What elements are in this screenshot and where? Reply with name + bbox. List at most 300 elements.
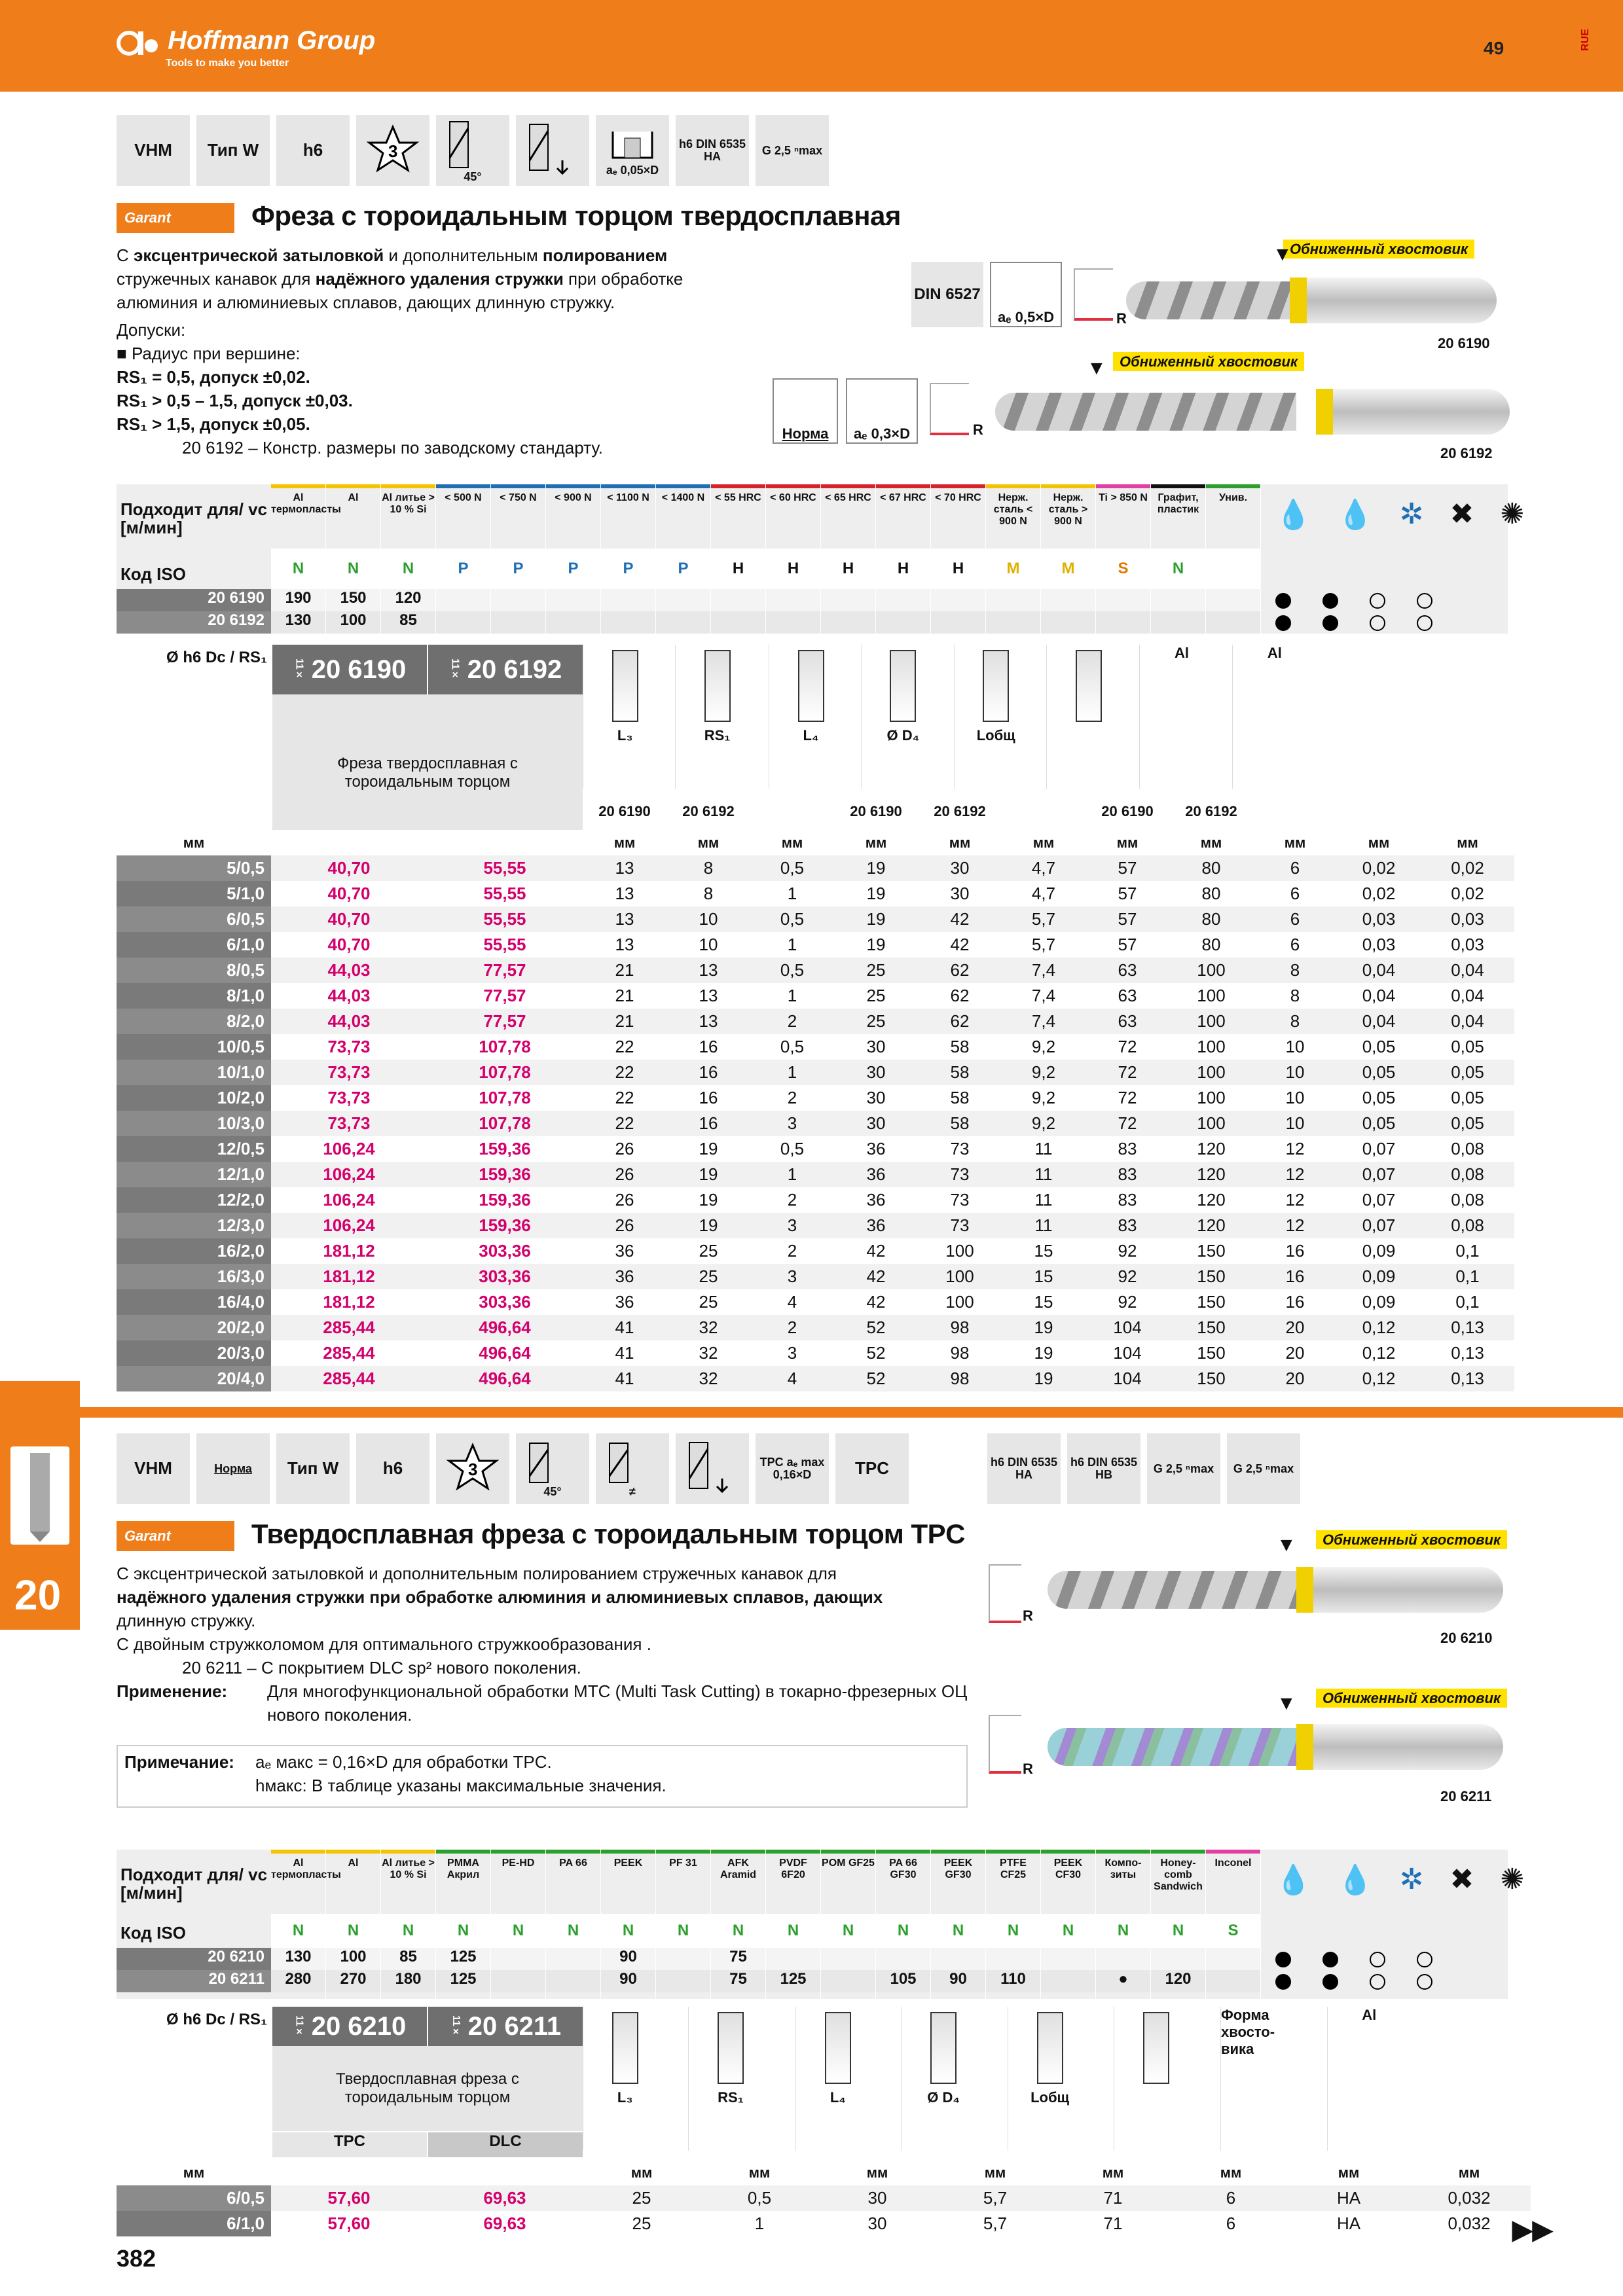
value-cell: 19 xyxy=(1002,1340,1085,1366)
ae-03-icon: aₑ 0,3×D xyxy=(846,378,918,444)
value-cell: 22 xyxy=(583,1085,666,1111)
radius-label: R xyxy=(973,422,983,438)
dimension-key: 8/1,0 xyxy=(117,983,271,1009)
ae-05-icon: aₑ 0,5×D xyxy=(990,262,1062,327)
possible-dot xyxy=(1370,1952,1385,1967)
value-cell: 16 xyxy=(666,1085,750,1111)
value-cell: 72 xyxy=(1085,1085,1169,1111)
value-cell: 22 xyxy=(583,1111,666,1136)
value-cell: 58 xyxy=(918,1060,1002,1085)
dimension-key: 10/2,0 xyxy=(117,1085,271,1111)
dimension-key: 5/1,0 xyxy=(117,881,271,906)
mql-icon: ✲ xyxy=(1399,1863,1424,1895)
value-cell: 120 xyxy=(1169,1187,1253,1213)
value-cell: 100 xyxy=(1169,1060,1253,1085)
unit-cell: мм xyxy=(1290,2160,1408,2185)
dim-label: Lобщ xyxy=(1030,2089,1070,2106)
data-table-1-header xyxy=(117,645,1508,861)
dimension-key: 12/3,0 xyxy=(117,1213,271,1238)
section1-description: С эксцентрической затыловкой и дополнительным полированием стружечных канавок для надёжного удаления стружки при обработке алюминия и алюминиевых сплавов, дающих длинную стружку. Допуски: ■ Радиус при вершине: RS₁ = 0,5, допуск ±0,02. RS₁ > 0,5 – 1,5, допуск ±0,03. RS₁ > 1,5, допуск ±0,05. 20 6192 – Констр. размеры по заводскому стандарту. xyxy=(117,243,771,459)
section2-symbols-right xyxy=(987,1433,1300,1504)
suit-value xyxy=(1151,589,1205,611)
suit-value: 90 xyxy=(601,1970,655,1992)
value-cell: 19 xyxy=(666,1136,750,1162)
dim-column xyxy=(583,2007,666,2151)
table-row xyxy=(117,1162,1514,1187)
value-cell: 42 xyxy=(834,1238,918,1264)
suit-col-label: Компо-зиты xyxy=(1104,1857,1142,1880)
value-cell: 57 xyxy=(1085,855,1169,881)
emulsion-icon: 💧 xyxy=(1337,1864,1374,1896)
value-cell: 10 xyxy=(666,932,750,958)
value-cell: 12 xyxy=(1253,1187,1337,1213)
value-cell: 92 xyxy=(1085,1264,1169,1289)
table-row xyxy=(117,1238,1514,1264)
value-cell: 104 xyxy=(1085,1315,1169,1340)
suit-value: 125 xyxy=(436,1970,490,1992)
suit-value xyxy=(931,589,985,611)
suit-col xyxy=(1206,484,1261,634)
suit-col xyxy=(271,1850,341,1999)
arrow-down-icon: ▼ xyxy=(1277,1534,1296,1556)
recommended-dot xyxy=(1322,615,1338,631)
value-cell: 5,7 xyxy=(1002,906,1085,932)
value-cell: 6 xyxy=(1253,881,1337,906)
value-cell: 2 xyxy=(750,1238,834,1264)
suit-value xyxy=(491,589,545,611)
value-cell: 0,5 xyxy=(750,906,834,932)
data-table-1 xyxy=(117,830,1514,1391)
suit-value: 130 xyxy=(271,1948,325,1970)
unit-cell: мм xyxy=(583,830,666,855)
iso-code: P xyxy=(491,548,545,589)
value-cell: 3 xyxy=(750,1213,834,1238)
value-cell: 52 xyxy=(834,1340,918,1366)
value-cell: 83 xyxy=(1085,1187,1169,1213)
coolant-icons xyxy=(1275,1863,1524,1897)
suit-value xyxy=(986,611,1040,634)
unit-cell: мм xyxy=(918,830,1002,855)
value-cell: 0,07 xyxy=(1337,1136,1421,1162)
value-cell: 0,03 xyxy=(1421,906,1514,932)
dlc-subheader: DLC xyxy=(428,2132,583,2157)
suit-value: 100 xyxy=(326,1948,380,1970)
suit-col xyxy=(271,484,341,634)
unit-cell: мм xyxy=(1253,830,1337,855)
value-cell: 92 xyxy=(1085,1238,1169,1264)
suit-col xyxy=(766,484,821,634)
value-cell: 12 xyxy=(1253,1136,1337,1162)
air-icon: ✺ xyxy=(1500,498,1525,530)
dim-label: L₄ xyxy=(803,727,819,744)
sub-col-header: 20 6192 xyxy=(934,803,986,819)
price-cell: 285,44 xyxy=(271,1340,427,1366)
code-header-206210: 11× 20 6210 xyxy=(272,2007,427,2046)
value-cell: 150 xyxy=(1169,1289,1253,1315)
suit-value xyxy=(601,589,655,611)
value-cell: 12 xyxy=(1253,1213,1337,1238)
value-cell: 42 xyxy=(834,1264,918,1289)
iso-code: N xyxy=(271,548,325,589)
suit-value xyxy=(436,611,490,634)
suit-value: 130 xyxy=(271,611,325,634)
key-header: Ø h6 Dᴄ / RS₁ xyxy=(166,2011,267,2028)
price-cell: 40,70 xyxy=(271,906,427,932)
dimension-key: 20/2,0 xyxy=(117,1315,271,1340)
value-cell: 21 xyxy=(583,983,666,1009)
value-cell: 83 xyxy=(1085,1136,1169,1162)
no-coolant-icon: ✖ xyxy=(1450,498,1474,530)
unit-cell: мм xyxy=(1408,2160,1531,2185)
iso-code: N xyxy=(1041,1914,1095,1948)
value-cell: 15 xyxy=(1002,1289,1085,1315)
value-cell: 26 xyxy=(583,1213,666,1238)
suit-value xyxy=(986,589,1040,611)
suit-col xyxy=(381,1850,436,1999)
value-cell: 73 xyxy=(918,1162,1002,1187)
suit-value xyxy=(1206,1948,1260,1970)
dim-label: RS₁ xyxy=(704,727,731,744)
tolerance-item: RS₁ = 0,5, допуск ±0,02. xyxy=(117,367,310,387)
suit-value xyxy=(546,1948,600,1970)
table-row xyxy=(117,1289,1514,1315)
value-cell: 32 xyxy=(666,1315,750,1340)
recommended-dot xyxy=(1275,593,1291,609)
possible-dot xyxy=(1370,593,1385,609)
value-cell: 0,04 xyxy=(1421,958,1514,983)
dim-column xyxy=(954,645,1038,789)
iso-code: N xyxy=(986,1914,1040,1948)
suit-value: ● xyxy=(1096,1970,1150,1992)
iso-code: N xyxy=(931,1914,985,1948)
suit-value xyxy=(876,1948,930,1970)
suit-col-label: < 60 HRC xyxy=(770,492,816,503)
suit-col xyxy=(1151,484,1206,634)
value-cell: 7,4 xyxy=(1002,958,1085,983)
price-cell: 496,64 xyxy=(427,1340,583,1366)
value-cell: 0,04 xyxy=(1337,958,1421,983)
tool-image-206190 xyxy=(1126,275,1506,327)
dimension-key: 10/0,5 xyxy=(117,1034,271,1060)
value-cell: 15 xyxy=(1002,1238,1085,1264)
value-cell: 0,13 xyxy=(1421,1366,1514,1391)
din-6527-label: DIN 6527 xyxy=(911,262,983,327)
price-cell: 77,57 xyxy=(427,1009,583,1034)
dim-column xyxy=(861,645,945,789)
suit-col-label: PE-HD xyxy=(501,1857,535,1869)
direction-icon xyxy=(676,1433,749,1504)
unit-cell: мм xyxy=(1172,2160,1290,2185)
air-icon: ✺ xyxy=(1500,1863,1525,1895)
suit-value: 85 xyxy=(381,1948,435,1970)
radius-label: R xyxy=(1023,1761,1033,1777)
iso-title: Код ISO xyxy=(120,1923,186,1943)
dim-column xyxy=(901,2007,985,2151)
tool-dimension-icon xyxy=(1037,2012,1063,2084)
value-cell: 83 xyxy=(1085,1162,1169,1187)
value-cell: 5,7 xyxy=(936,2211,1054,2236)
tolerance-item: RS₁ > 1,5, допуск ±0,05. xyxy=(117,414,310,434)
dlc-note: 20 6211 – С покрытием DLC sp² нового поколения. xyxy=(182,1658,581,1677)
suit-col-label: AFK Aramid xyxy=(720,1857,757,1880)
emulsion-icon: 💧 xyxy=(1337,499,1374,531)
value-cell: 9,2 xyxy=(1002,1111,1085,1136)
value-cell: 80 xyxy=(1169,881,1253,906)
suit-col xyxy=(1096,484,1151,634)
value-cell: 16 xyxy=(1253,1289,1337,1315)
suit-value: 105 xyxy=(876,1970,930,1992)
value-cell: 32 xyxy=(666,1366,750,1391)
sym-tolerance: h6 xyxy=(356,1433,429,1504)
suit-value xyxy=(1041,1970,1095,1992)
value-cell: 0,02 xyxy=(1421,881,1514,906)
value-cell: 0,07 xyxy=(1337,1213,1421,1238)
product-code-206192: 20 6192 xyxy=(1440,445,1493,461)
dim-label: Lобщ xyxy=(976,727,1015,744)
arrow-down-icon: ▼ xyxy=(1277,1693,1296,1714)
suit-value xyxy=(1096,589,1150,611)
value-cell: 3 xyxy=(750,1111,834,1136)
suit-value: 75 xyxy=(711,1970,765,1992)
suit-value xyxy=(656,589,710,611)
value-cell: 0,09 xyxy=(1337,1289,1421,1315)
iso-code: H xyxy=(766,548,820,589)
iso-code: N xyxy=(381,1914,435,1948)
suit-col-label: PF 31 xyxy=(669,1857,697,1869)
value-cell: 0,1 xyxy=(1421,1238,1514,1264)
suit-value: 150 xyxy=(326,589,380,611)
price-cell: 73,73 xyxy=(271,1111,427,1136)
dimension-key: 12/0,5 xyxy=(117,1136,271,1162)
suit-col-label: PEEK xyxy=(613,1857,643,1869)
suit-value xyxy=(1206,589,1260,611)
value-cell: 4,7 xyxy=(1002,855,1085,881)
suitability-title: Подходит для/ vᴄ [м/мин] xyxy=(120,1865,268,1903)
suit-col-label: < 67 HRC xyxy=(880,492,926,503)
suit-value xyxy=(711,611,765,634)
value-cell: HA xyxy=(1290,2211,1408,2236)
dim-column xyxy=(1008,2007,1091,2151)
dim-column xyxy=(1220,2007,1304,2151)
suit-col-label: Al литье > 10 % Si xyxy=(382,1857,435,1880)
table-row xyxy=(117,1060,1514,1085)
value-cell: 0,5 xyxy=(750,958,834,983)
key-header: Ø h6 Dᴄ / RS₁ xyxy=(166,649,267,666)
application-text: Для многофункциональной обработки МТС (Multi Task Cutting) в токарно-фрезерных ОЦ нового поколения. xyxy=(267,1681,968,1725)
dry-icon: 💧 xyxy=(1275,499,1311,531)
value-cell: 120 xyxy=(1169,1162,1253,1187)
dim-column xyxy=(688,2007,772,2151)
value-cell: 20 xyxy=(1253,1340,1337,1366)
suit-col-label: Al термопласты xyxy=(271,1857,341,1880)
possible-dot xyxy=(1370,1974,1385,1990)
dimension-key: 20/4,0 xyxy=(117,1366,271,1391)
value-cell: 6 xyxy=(1253,906,1337,932)
value-cell: 0,04 xyxy=(1337,983,1421,1009)
value-cell: 15 xyxy=(1002,1264,1085,1289)
table-row xyxy=(117,983,1514,1009)
table-row xyxy=(117,1085,1514,1111)
value-cell: 6 xyxy=(1172,2185,1290,2211)
unit-cell xyxy=(427,830,583,855)
value-cell: 104 xyxy=(1085,1366,1169,1391)
price-cell: 40,70 xyxy=(271,881,427,906)
value-cell: 3 xyxy=(750,1340,834,1366)
price-cell: 303,36 xyxy=(427,1289,583,1315)
value-cell: 100 xyxy=(1169,958,1253,983)
value-cell: 92 xyxy=(1085,1289,1169,1315)
table-row xyxy=(117,2185,1531,2211)
value-cell: 19 xyxy=(834,906,918,932)
value-cell: 9,2 xyxy=(1002,1034,1085,1060)
value-cell: 52 xyxy=(834,1315,918,1340)
value-cell: 11 xyxy=(1002,1162,1085,1187)
value-cell: 62 xyxy=(918,983,1002,1009)
value-cell: 150 xyxy=(1169,1366,1253,1391)
value-cell: 1 xyxy=(750,1162,834,1187)
iso-code: N xyxy=(546,1914,600,1948)
section2-description: С эксцентрической затыловкой и дополнительным полированием стружечных канавок для надёжного удаления стружки при обработке алюминия и алюминиевых сплавов, дающих длинную стружку. С двойным стружколомом для оптимального стружкообразования . 20 6211 – С покрытием DLC sp² нового поколения. Применение: Для многофункциональной обработки МТС (Multi Task Cutting) в токарно-фрезерных ОЦ нового поколения. xyxy=(117,1562,974,1727)
value-cell: 1 xyxy=(750,1060,834,1085)
suit-col-label: PVDF 6F20 xyxy=(779,1857,807,1880)
unit-cell: мм xyxy=(1337,830,1421,855)
tool-dimension-icon xyxy=(612,650,638,722)
value-cell: 0,05 xyxy=(1421,1034,1514,1060)
price-cell: 69,63 xyxy=(427,2211,583,2236)
value-cell: 25 xyxy=(834,1009,918,1034)
suit-row-code: 20 6192 xyxy=(117,611,271,634)
value-cell: 30 xyxy=(818,2211,936,2236)
value-cell: 42 xyxy=(834,1289,918,1315)
recommended-dot xyxy=(1322,1974,1338,1990)
next-page-icon[interactable]: ▶▶ xyxy=(1512,2215,1553,2244)
value-cell: 73 xyxy=(918,1187,1002,1213)
section2-title: Твердосплавная фреза с тороидальным торцом TPC xyxy=(251,1518,965,1549)
suit-value xyxy=(491,1970,545,1992)
iso-code: N xyxy=(436,1914,490,1948)
price-cell: 107,78 xyxy=(427,1085,583,1111)
table-row xyxy=(117,1009,1514,1034)
value-cell: 80 xyxy=(1169,855,1253,881)
suit-col-label: < 1400 N xyxy=(661,492,705,503)
iso-code: N xyxy=(1096,1914,1150,1948)
dimension-key: 8/2,0 xyxy=(117,1009,271,1034)
value-cell: 0,13 xyxy=(1421,1340,1514,1366)
norma-icon: Норма xyxy=(196,1433,270,1504)
price-cell: 181,12 xyxy=(271,1238,427,1264)
value-cell: 0,05 xyxy=(1421,1060,1514,1085)
value-cell: 19 xyxy=(834,881,918,906)
suit-value xyxy=(1041,589,1095,611)
dim-label: Al xyxy=(1362,2007,1377,2023)
value-cell: 0,5 xyxy=(750,855,834,881)
recommended-dot xyxy=(1275,615,1291,631)
sym-tolerance: h6 xyxy=(276,115,350,186)
norma-icon: Норма xyxy=(773,378,838,444)
dim-column xyxy=(1114,2007,1197,2151)
value-cell: 30 xyxy=(918,881,1002,906)
suit-col xyxy=(1096,1850,1151,1999)
value-cell: 0,12 xyxy=(1337,1340,1421,1366)
suit-col xyxy=(986,1850,1041,1999)
iso-code: H xyxy=(931,548,985,589)
suit-col-label: Inconel xyxy=(1214,1857,1252,1869)
suit-row-code: 20 6211 xyxy=(117,1970,271,1992)
suit-col-label: Al литье > 10 % Si xyxy=(382,492,435,515)
suit-value: 110 xyxy=(986,1970,1040,1992)
value-cell: 0,5 xyxy=(750,1136,834,1162)
table-row xyxy=(117,2211,1531,2236)
suit-col xyxy=(601,484,656,634)
iso-code: N xyxy=(876,1914,930,1948)
possible-dot xyxy=(1417,615,1432,631)
value-cell: 100 xyxy=(1169,1009,1253,1034)
value-cell: 30 xyxy=(834,1085,918,1111)
svg-text:3: 3 xyxy=(388,141,398,161)
iso-code: N xyxy=(1151,548,1205,589)
suit-col xyxy=(821,484,876,634)
value-cell: 100 xyxy=(918,1238,1002,1264)
value-cell: 63 xyxy=(1085,1009,1169,1034)
value-cell: 13 xyxy=(666,983,750,1009)
value-cell: 0,03 xyxy=(1337,932,1421,958)
iso-code: N xyxy=(381,548,435,589)
suit-value: 120 xyxy=(1151,1970,1205,1992)
value-cell: 21 xyxy=(583,958,666,983)
value-cell: 7,4 xyxy=(1002,983,1085,1009)
suitability-title: Подходит для/ vᴄ [м/мин] xyxy=(120,499,268,537)
suit-value xyxy=(986,1948,1040,1970)
price-cell: 57,60 xyxy=(271,2211,427,2236)
unit-cell: мм xyxy=(1169,830,1253,855)
suit-col xyxy=(1041,484,1096,634)
value-cell: 1 xyxy=(750,881,834,906)
value-cell: 30 xyxy=(834,1060,918,1085)
suit-col-label: Нерж. сталь < 900 N xyxy=(993,492,1033,527)
unit-cell: мм xyxy=(936,2160,1054,2185)
value-cell: 0,07 xyxy=(1337,1162,1421,1187)
value-cell: 6 xyxy=(1253,932,1337,958)
value-cell: 10 xyxy=(666,906,750,932)
dim-label: Форма хвосто-вика xyxy=(1220,2007,1275,2057)
radius-icon xyxy=(989,1715,1021,1774)
tool-description: Фреза твердосплавная с тороидальным торцом xyxy=(272,694,583,852)
table-row xyxy=(117,881,1514,906)
unit-cell xyxy=(427,2160,583,2185)
value-cell: 0,5 xyxy=(701,2185,818,2211)
suit-col xyxy=(711,484,766,634)
value-cell: 100 xyxy=(1169,1034,1253,1060)
dim-label: Al xyxy=(1175,645,1190,661)
iso-code: P xyxy=(436,548,490,589)
suit-value xyxy=(931,1948,985,1970)
value-cell: 25 xyxy=(666,1289,750,1315)
suit-col-label: Al xyxy=(348,1857,359,1869)
suit-col xyxy=(711,1850,766,1999)
suit-col xyxy=(436,484,491,634)
brand-tagline: Tools to make you better xyxy=(166,58,289,69)
value-cell: 25 xyxy=(583,2211,701,2236)
suit-row-code: 20 6210 xyxy=(117,1948,271,1970)
value-cell: 11 xyxy=(1002,1213,1085,1238)
language-code: RUE xyxy=(1579,29,1591,51)
dim-label: L₃ xyxy=(617,2089,633,2106)
value-cell: 25 xyxy=(666,1264,750,1289)
chapter-tab xyxy=(0,1381,80,1630)
tool-dimension-icon xyxy=(612,2012,638,2084)
suit-value xyxy=(876,611,930,634)
radius-label: R xyxy=(1116,310,1127,327)
